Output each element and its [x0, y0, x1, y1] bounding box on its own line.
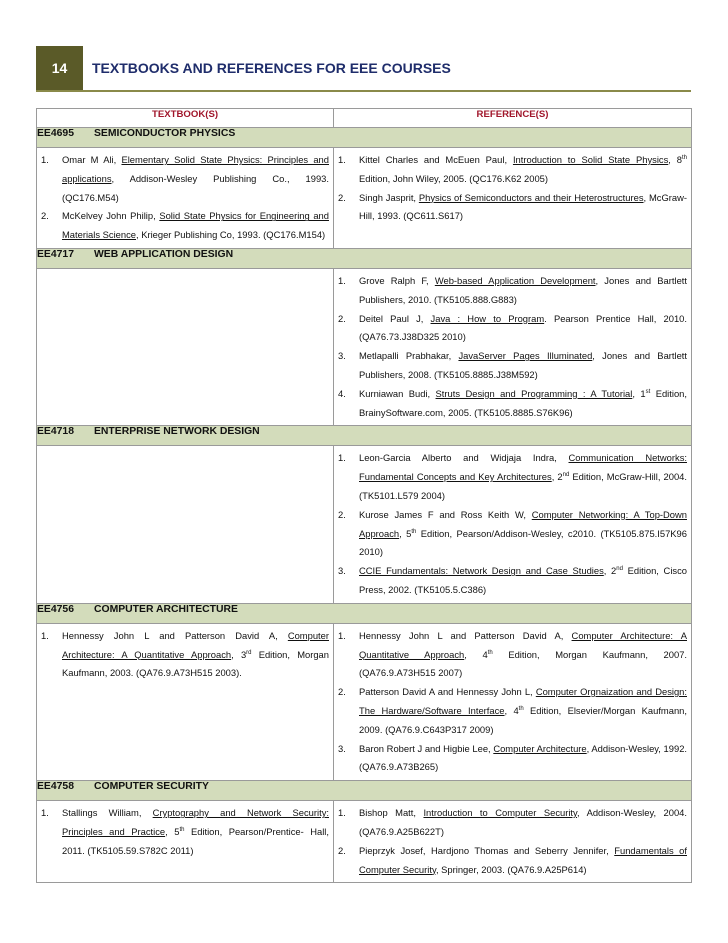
edition-suffix: nd [562, 472, 570, 479]
entry-text: Edition, BrainySoftware.com, 2005. (TK5105.8885.S76K96) [359, 387, 687, 418]
textbooks-cell [37, 148, 334, 249]
textbook-list [37, 446, 333, 452]
course-body-row [37, 148, 692, 249]
course-name: SEMICONDUCTOR PHYSICS [94, 128, 236, 139]
entry-number: 4. [338, 387, 346, 399]
course-header [37, 781, 692, 801]
course-name: ENTERPRISE NETWORK DESIGN [94, 426, 260, 438]
entry-number: 2. [338, 686, 346, 698]
edition-suffix: th [682, 154, 688, 161]
entry-text: Singh Jasprit, [359, 191, 419, 203]
entry-text: , McGraw-Hill, 1993. (QC611.S617) [359, 191, 687, 222]
book-title: Introduction to Solid State Physics [512, 154, 669, 165]
entry-text: , Krieger Publishing Co, 1993. (QC176.M154) [136, 229, 326, 241]
entry-text: Edition, Pearson/Prentice- Hall, 2011. (TK5105.59.S782C 2011) [62, 825, 329, 856]
entry-text: , 4 [464, 648, 488, 660]
edition-suffix: rd [246, 649, 252, 656]
page-number: 14 [36, 46, 83, 90]
entry-number: 1. [338, 629, 346, 641]
reference-entry [338, 189, 687, 227]
textbook-entry [41, 207, 329, 245]
textbooks-cell [37, 446, 334, 603]
entry-text: , 3 [231, 648, 247, 660]
entry-text: , 5 [165, 825, 180, 837]
entry-text: , 5 [399, 527, 412, 539]
course-header-row [37, 781, 692, 801]
course-header [37, 426, 692, 446]
entry-text: Bishop Matt, [359, 807, 424, 819]
entry-number: 3. [338, 742, 346, 754]
textbooks-cell [37, 801, 334, 883]
entry-text: , 4 [504, 704, 519, 716]
course-body-row [37, 623, 692, 780]
course-header [37, 128, 692, 148]
book-title: Communication Networks: Fundamental Concepts and Key Architectures [359, 452, 687, 483]
entry-text: Stallings William, [62, 807, 153, 819]
entry-number: 1. [41, 807, 49, 819]
course-header-row [37, 426, 692, 446]
entry-text: , 2 [603, 565, 617, 577]
course-header-row [37, 128, 692, 148]
book-title: Computer Architecture [493, 742, 587, 754]
reference-entry [338, 449, 687, 505]
book-title: Computer Orgnaization and Design: The Hardware/Software Interface [359, 686, 687, 716]
course-code: EE4717 [37, 248, 74, 260]
textbooks-cell [37, 623, 334, 780]
reference-entry [338, 683, 687, 739]
entry-text: Kurose James F and Ross Keith W, [359, 508, 532, 520]
book-title: Computer Networking: A Top-Down Approach [359, 508, 687, 539]
entry-text: , 2 [551, 471, 563, 483]
entry-text: Edition, Cisco Press, 2002. (TK5105.5.C386) [359, 565, 687, 595]
entry-number: 2. [338, 312, 346, 324]
entry-number: 1. [338, 154, 346, 165]
course-body-row [37, 268, 692, 425]
textbook-entry [41, 627, 329, 683]
reference-entry [338, 506, 687, 562]
references-column-header: REFERENCE(S) [334, 109, 692, 128]
book-title: Physics of Semiconductors and their Heterostructures [418, 191, 644, 203]
entry-text: Edition, John Wiley, 2005. (QC176.K62 2005) [359, 172, 548, 184]
book-title: Computer Architecture: A Quantitative Approach [359, 629, 687, 660]
course-name: WEB APPLICATION DESIGN [94, 248, 234, 260]
entry-text: Edition, McGraw-Hill, 2004. (TK5101.L579 2004) [359, 471, 687, 501]
book-title: Struts Design and Programming : A Tutorial [435, 387, 633, 399]
entry-text: Hennessy John L and Patterson David A, [359, 629, 572, 641]
textbooks-table [36, 108, 692, 883]
book-title: JavaServer Pages Illuminated [458, 350, 593, 362]
reference-entry [338, 627, 687, 683]
book-title: Introduction to Computer Security [423, 807, 578, 819]
reference-entry [338, 804, 687, 842]
entry-number: 2. [338, 508, 346, 520]
entry-text: Edition, Morgan Kaufmann, 2003. (QA76.9.A73H515 2003). [62, 648, 329, 679]
references-cell [334, 148, 692, 249]
textbooks-cell [37, 268, 334, 425]
entry-text: Grove Ralph F, [359, 274, 435, 286]
entry-text: , Springer, 2003. (QA76.9.A25P614) [435, 863, 587, 875]
course-body-row [37, 801, 692, 883]
references-cell [334, 268, 692, 425]
entry-text: . Pearson Prentice Hall, 2010. (QA76.73.J38D325 2010) [359, 312, 687, 343]
course-code: EE4758 [37, 781, 74, 793]
edition-suffix: st [645, 388, 651, 395]
course-body-row [37, 446, 692, 603]
entry-text: Leon-Garcia Alberto and Widjaja Indra, [359, 452, 569, 464]
entry-text: , Addison-Wesley, 1992. (QA76.9.A73B265) [359, 742, 688, 773]
reference-list [334, 624, 691, 780]
book-title: Cryptography and Network Security: Principles and Practice [62, 807, 329, 837]
reference-list [334, 801, 691, 882]
book-title: Elementary Solid State Physics: Principles and applications [62, 154, 329, 184]
book-title: CCIE Fundamentals: Network Design and Case Studies [359, 565, 604, 577]
reference-entry [338, 272, 687, 310]
reference-entry [338, 385, 687, 423]
course-name: COMPUTER SECURITY [94, 781, 209, 793]
references-cell [334, 801, 692, 883]
entry-text: Edition, Elsevier/Morgan Kaufmann, 2009. (QA76.9.C643P317 2009) [359, 704, 687, 735]
entry-text: , Addison-Wesley, 2004. (QA76.9.A25B622T) [359, 807, 688, 837]
textbook-list [37, 624, 333, 686]
course-header [37, 248, 692, 268]
edition-suffix: th [487, 649, 493, 656]
entry-number: 3. [338, 350, 346, 362]
references-cell [334, 446, 692, 603]
entry-number: 2. [41, 210, 49, 222]
entry-text: Patterson David A and Hennessy John L, [359, 686, 536, 698]
textbook-entry [41, 804, 329, 860]
book-title: Computer Architecture: A Quantitative Approach [62, 629, 329, 660]
entry-text: Deitel Paul J, [359, 312, 431, 324]
textbook-list [37, 148, 333, 248]
reference-list [334, 148, 691, 229]
edition-suffix: th [518, 705, 524, 712]
course-name: COMPUTER ARCHITECTURE [94, 603, 238, 615]
entry-text: Edition, Pearson/Addison-Wesley, c2010. (TK5105.875.I57K96 2010) [359, 527, 687, 558]
entry-text: , Addison-Wesley Publishing Co., 1993. (QC176.M54) [62, 172, 329, 203]
edition-suffix: th [179, 826, 185, 833]
entry-text: McKelvey John Philip, [62, 210, 160, 222]
entry-text: Metlapalli Prabhakar, [359, 350, 459, 362]
page-title: TEXTBOOKS AND REFERENCES FOR EEE COURSES [92, 60, 451, 76]
entry-number: 1. [41, 629, 49, 641]
entry-number: 3. [338, 565, 346, 577]
entry-text: Omar M Ali, [62, 154, 122, 165]
course-code: EE4695 [37, 128, 74, 139]
textbook-entry [41, 151, 329, 207]
reference-entry [338, 740, 687, 778]
reference-entry [338, 347, 687, 385]
column-header-row [37, 109, 692, 128]
textbooks-column-header: TEXTBOOK(S) [37, 109, 334, 128]
course-header [37, 603, 692, 623]
reference-entry [338, 562, 687, 600]
course-code: EE4756 [37, 603, 74, 615]
entry-number: 2. [338, 191, 346, 203]
entry-text: Edition, Morgan Kaufmann, 2007. (QA76.9.A73H515 2007) [359, 648, 688, 679]
course-code: EE4718 [37, 426, 74, 438]
edition-suffix: th [411, 528, 417, 535]
reference-list [334, 446, 691, 602]
entry-number: 1. [338, 452, 346, 464]
references-cell [334, 623, 692, 780]
textbook-list [37, 269, 333, 275]
entry-text: , 1 [632, 387, 646, 399]
entry-text: Baron Robert J and Higbie Lee, [359, 742, 494, 754]
entry-text: Kittel Charles and McEuen Paul, [359, 154, 513, 165]
entry-text: Kurniawan Budi, [359, 387, 436, 399]
course-header-row [37, 248, 692, 268]
reference-entry [338, 310, 687, 348]
edition-suffix: nd [616, 566, 623, 573]
book-title: Java : How to Program [430, 312, 545, 324]
course-header-row [37, 603, 692, 623]
entry-text: Pieprzyk Josef, Hardjono Thomas and Seberry Jennifer, [359, 844, 615, 856]
entry-text: Hennessy John L and Patterson David A, [62, 629, 288, 641]
entry-text: , Jones and Bartlett Publishers, 2008. (TK5105.8885.J38M592) [359, 350, 688, 380]
book-title: Fundamentals of Computer Security [359, 844, 687, 875]
reference-entry [338, 151, 687, 189]
textbook-list [37, 801, 333, 863]
entry-text: , 8 [668, 154, 682, 165]
book-title: Web-based Application Development [434, 274, 596, 286]
reference-list [334, 269, 691, 425]
entry-number: 2. [338, 844, 346, 856]
entry-number: 1. [41, 154, 49, 165]
entry-text: , Jones and Bartlett Publishers, 2010. (TK5105.888.G883) [359, 274, 687, 305]
reference-entry [338, 842, 687, 880]
entry-number: 1. [338, 274, 346, 286]
page-header [36, 46, 691, 92]
entry-number: 1. [338, 807, 346, 819]
book-title: Solid State Physics for Engineering and Materials Science [62, 210, 329, 241]
